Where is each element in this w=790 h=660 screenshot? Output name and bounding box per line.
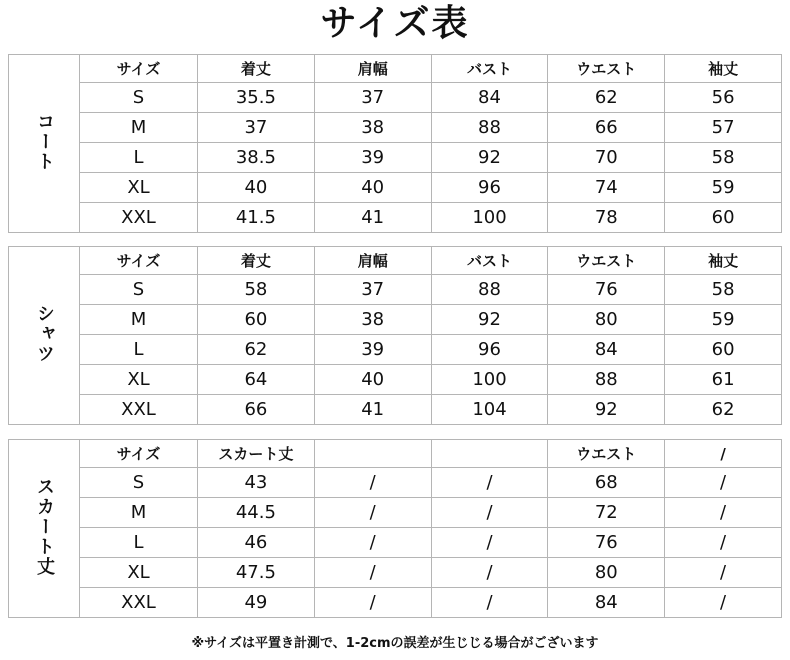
header-cell: 袖丈 <box>665 247 782 275</box>
table-row <box>9 588 782 618</box>
header-cell <box>431 440 548 468</box>
table-cell: 92 <box>431 143 548 173</box>
table-cell: 84 <box>548 335 665 365</box>
table-cell: M <box>80 498 198 528</box>
table-cell: 58 <box>198 275 315 305</box>
table-header-row <box>9 55 782 83</box>
table-cell: 41.5 <box>198 203 315 233</box>
table-cell: / <box>665 498 782 528</box>
table-cell: / <box>665 528 782 558</box>
table-cell: 88 <box>431 275 548 305</box>
table-cell: XL <box>80 558 198 588</box>
table-row <box>9 305 782 335</box>
table-cell: 72 <box>548 498 665 528</box>
table-cell: XL <box>80 365 198 395</box>
table-cell: 37 <box>314 275 431 305</box>
page-title: サイズ表 <box>320 3 470 44</box>
table-cell: S <box>80 468 198 498</box>
header-cell: 袖丈 <box>665 55 782 83</box>
size-table-coat <box>8 54 782 233</box>
table-cell: 35.5 <box>198 83 315 113</box>
table-cell: / <box>314 558 431 588</box>
table-cell: 80 <box>548 558 665 588</box>
table-cell: 100 <box>431 203 548 233</box>
table-cell: L <box>80 143 198 173</box>
table-header-row <box>9 440 782 468</box>
header-cell: 肩幅 <box>314 247 431 275</box>
table-cell: 38.5 <box>198 143 315 173</box>
table-cell: 88 <box>548 365 665 395</box>
table-cell: 57 <box>665 113 782 143</box>
table-cell: / <box>431 528 548 558</box>
table-cell: 64 <box>198 365 315 395</box>
measurement-note: ※サイズは平置き計測で、1-2cmの誤差が生じじる場合がございます <box>191 636 599 651</box>
table-cell: / <box>665 558 782 588</box>
table-cell: XXL <box>80 395 198 425</box>
header-cell: / <box>665 440 782 468</box>
header-cell: ウエスト <box>548 247 665 275</box>
table-cell: / <box>431 498 548 528</box>
table-row <box>9 275 782 305</box>
table-cell: 84 <box>431 83 548 113</box>
table-cell: 96 <box>431 335 548 365</box>
table-cell: 104 <box>431 395 548 425</box>
header-cell: 着丈 <box>198 247 315 275</box>
table-cell: 96 <box>431 173 548 203</box>
table-row <box>9 83 782 113</box>
table-cell: XL <box>80 173 198 203</box>
category-label: コート <box>9 55 80 233</box>
table-row <box>9 468 782 498</box>
table-cell: 74 <box>548 173 665 203</box>
header-cell <box>314 440 431 468</box>
table-cell: 62 <box>665 395 782 425</box>
table-cell: 80 <box>548 305 665 335</box>
table-cell: 39 <box>314 143 431 173</box>
table-cell: XXL <box>80 203 198 233</box>
table-cell: 37 <box>198 113 315 143</box>
table-row <box>9 143 782 173</box>
table-cell: 92 <box>548 395 665 425</box>
table-cell: S <box>80 83 198 113</box>
table-cell: 88 <box>431 113 548 143</box>
table-cell: L <box>80 528 198 558</box>
header-cell: 肩幅 <box>314 55 431 83</box>
table-cell: 41 <box>314 203 431 233</box>
header-cell: バスト <box>431 55 548 83</box>
size-table-skirt <box>8 439 782 618</box>
table-cell: 66 <box>548 113 665 143</box>
table-cell: 76 <box>548 528 665 558</box>
table-row <box>9 395 782 425</box>
table-cell: 66 <box>198 395 315 425</box>
table-cell: 60 <box>665 203 782 233</box>
table-cell: 38 <box>314 113 431 143</box>
table-row <box>9 113 782 143</box>
table-cell: 100 <box>431 365 548 395</box>
table-cell: 76 <box>548 275 665 305</box>
table-cell: L <box>80 335 198 365</box>
table-cell: 62 <box>198 335 315 365</box>
table-cell: M <box>80 113 198 143</box>
table-cell: / <box>431 468 548 498</box>
header-cell: ウエスト <box>548 440 665 468</box>
table-cell: 58 <box>665 275 782 305</box>
table-cell: 60 <box>665 335 782 365</box>
table-cell: 58 <box>665 143 782 173</box>
table-row <box>9 203 782 233</box>
table-header-row <box>9 247 782 275</box>
table-cell: 39 <box>314 335 431 365</box>
table-row <box>9 173 782 203</box>
table-cell: 84 <box>548 588 665 618</box>
table-cell: 92 <box>431 305 548 335</box>
category-label: シャツ <box>9 247 80 425</box>
table-cell: 59 <box>665 305 782 335</box>
table-cell: XXL <box>80 588 198 618</box>
table-cell: 41 <box>314 395 431 425</box>
table-row <box>9 365 782 395</box>
table-cell: 44.5 <box>198 498 315 528</box>
table-cell: 78 <box>548 203 665 233</box>
table-cell: M <box>80 305 198 335</box>
table-cell: 40 <box>198 173 315 203</box>
table-cell: / <box>665 468 782 498</box>
table-cell: 38 <box>314 305 431 335</box>
table-cell: / <box>431 558 548 588</box>
table-cell: 49 <box>198 588 315 618</box>
table-cell: 40 <box>314 365 431 395</box>
table-cell: 43 <box>198 468 315 498</box>
table-row <box>9 335 782 365</box>
table-cell: 62 <box>548 83 665 113</box>
table-cell: / <box>314 528 431 558</box>
table-cell: / <box>314 588 431 618</box>
table-cell: / <box>665 588 782 618</box>
table-row <box>9 558 782 588</box>
header-cell: サイズ <box>80 440 198 468</box>
header-cell: サイズ <box>80 247 198 275</box>
header-cell: 着丈 <box>198 55 315 83</box>
table-cell: 37 <box>314 83 431 113</box>
category-label: スカート丈 <box>9 440 80 618</box>
table-cell: S <box>80 275 198 305</box>
table-cell: 59 <box>665 173 782 203</box>
header-cell: ウエスト <box>548 55 665 83</box>
table-cell: / <box>431 588 548 618</box>
size-table-shirt <box>8 246 782 425</box>
header-cell: バスト <box>431 247 548 275</box>
table-cell: 70 <box>548 143 665 173</box>
table-cell: 60 <box>198 305 315 335</box>
table-row <box>9 528 782 558</box>
header-cell: サイズ <box>80 55 198 83</box>
table-row <box>9 498 782 528</box>
header-cell: スカート丈 <box>198 440 315 468</box>
table-cell: 46 <box>198 528 315 558</box>
table-cell: 56 <box>665 83 782 113</box>
table-cell: 61 <box>665 365 782 395</box>
table-cell: 40 <box>314 173 431 203</box>
table-cell: 68 <box>548 468 665 498</box>
table-cell: / <box>314 498 431 528</box>
table-cell: / <box>314 468 431 498</box>
table-cell: 47.5 <box>198 558 315 588</box>
